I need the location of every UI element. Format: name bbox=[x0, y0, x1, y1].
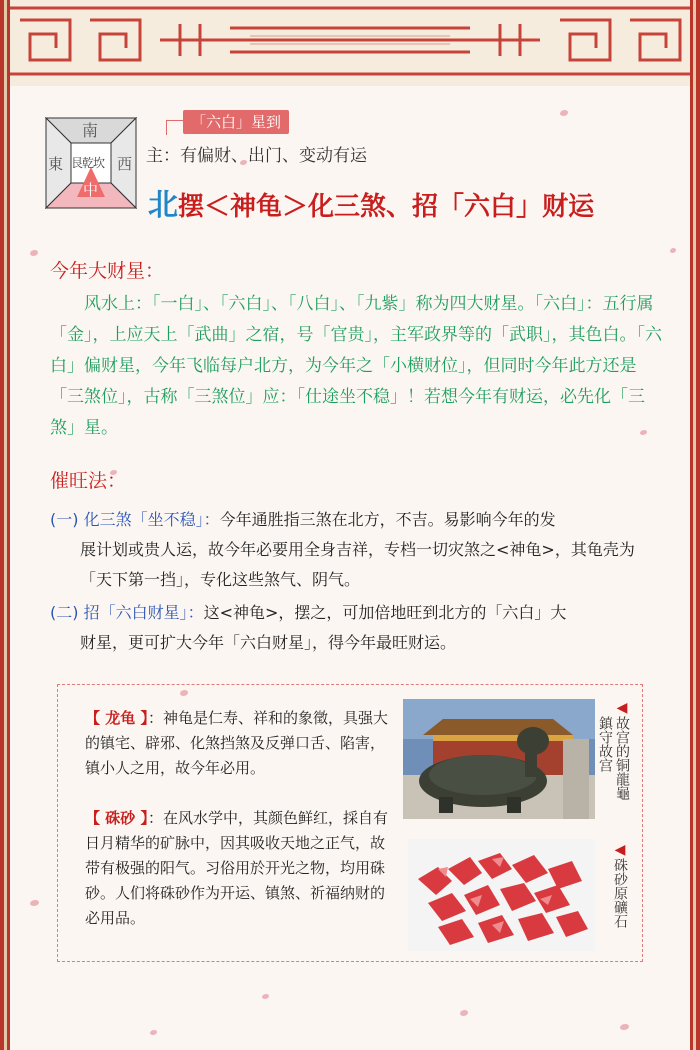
compass-middle-label: 艮乾坎 bbox=[71, 156, 105, 170]
title-part-4: 「六白」 bbox=[438, 192, 543, 222]
bronze-turtle-photo bbox=[403, 699, 595, 819]
cinnabar-description bbox=[85, 806, 391, 931]
method-item-1-first-line: 今年通胜指三煞在北方，不吉。易影响今年的发 bbox=[219, 510, 556, 529]
method-item-1-lead: (一) 化三煞「坐不稳」： bbox=[50, 510, 220, 529]
turtle-description bbox=[85, 706, 391, 781]
page-subtitle: 主：有偏财、出门、变动有运 bbox=[146, 146, 367, 166]
method-item-2-body: 财星，更可扩大今年「六白财星」，得今年最旺财运。 bbox=[80, 633, 457, 652]
section-heading-wealth-star: 今年大财星： bbox=[50, 260, 165, 282]
cinnabar-caption-text: 硃砂原礦石 bbox=[612, 858, 628, 928]
wealth-star-paragraph: 风水上：「一白」、「六白」、「八白」、「九紫」称为四大财星。「六白」：五行属「金」，上应天上「武曲」之宿，号「官贵」，主军政界等的「武职」，其色白。「六白」偏财星，今年飞临每户北方，为今年之「小横财位」，但同时今年此方还是「三煞位」，古称「三煞位」应：「仕途坐不稳」！若想今年有财运，必先化「三煞」星。 bbox=[50, 294, 662, 438]
title-part-5: 财运 bbox=[542, 192, 595, 222]
right-frame bbox=[690, 0, 700, 1050]
petal-decoration bbox=[30, 900, 39, 906]
turtle-caption-2 bbox=[597, 716, 612, 772]
title-part-2: ＜神龟＞ bbox=[204, 192, 309, 222]
title-north: 北 bbox=[148, 188, 178, 223]
method-item-1 bbox=[50, 505, 665, 595]
compass-south-label: 南 bbox=[82, 121, 99, 140]
left-frame bbox=[0, 0, 10, 1050]
title-part-3: 化三煞、招 bbox=[308, 192, 439, 222]
turtle-text: ：神龟是仁寿、祥和的象徵，具强大的镇宅、辟邪、化煞挡煞及反弹口舌、陷害，镇小人之用，故今年必用。 bbox=[85, 709, 388, 777]
method-item-2-lead: (二) 招「六白财星」： bbox=[50, 603, 204, 622]
turtle-caption-line-2: 鎮守故宫 bbox=[597, 716, 613, 772]
compass-east-label: 東 bbox=[48, 155, 64, 173]
petal-decoration bbox=[30, 250, 38, 256]
petal-decoration bbox=[150, 1030, 157, 1035]
caption-triangle-icon: ◀ bbox=[612, 842, 628, 858]
turtle-caption bbox=[614, 700, 629, 800]
method-item-1-body: 展计划或贵人运，故今年必要用全身吉祥，专档一切灾煞之<神龟>，其龟壳为「天下第一挡」，专化这些煞气、阴气。 bbox=[80, 540, 635, 589]
fret-border-decoration bbox=[0, 0, 700, 86]
title-part-1: 摆 bbox=[178, 192, 205, 222]
petal-decoration bbox=[620, 1024, 629, 1030]
star-badge: 「六白」星到 bbox=[183, 110, 289, 134]
caption-triangle-icon: ◀ bbox=[614, 700, 630, 716]
cinnabar-ore-photo bbox=[408, 839, 595, 951]
cinnabar-key: 【 硃砂 】 bbox=[85, 809, 148, 827]
petal-decoration bbox=[460, 1010, 468, 1016]
turtle-caption-line-1: 故宫的铜龍龜 bbox=[614, 716, 630, 800]
petal-decoration bbox=[560, 110, 568, 116]
compass-diagram bbox=[45, 117, 137, 209]
petal-decoration bbox=[262, 994, 269, 999]
compass-west-label: 西 bbox=[117, 155, 133, 173]
compass-center-label: 中 bbox=[83, 181, 99, 199]
cinnabar-caption bbox=[612, 842, 627, 928]
petal-decoration bbox=[670, 248, 676, 253]
cinnabar-text: ：在风水学中，其颜色鲜红，採自有日月精华的矿脉中，因其吸收天地之正气，故带有极强的阳气。习俗用於开光之物，均用硃砂。人们将硃砂作为开运、镇煞、祈福纳财的必用品。 bbox=[85, 809, 388, 927]
section-heading-method: 催旺法： bbox=[50, 470, 127, 492]
method-item-2-first-line: 这<神龟>，摆之，可加倍地旺到北方的「六白」大 bbox=[203, 603, 567, 622]
method-item-2 bbox=[50, 598, 665, 658]
page-title bbox=[148, 180, 594, 224]
turtle-key: 【 龙龟 】 bbox=[85, 709, 148, 727]
